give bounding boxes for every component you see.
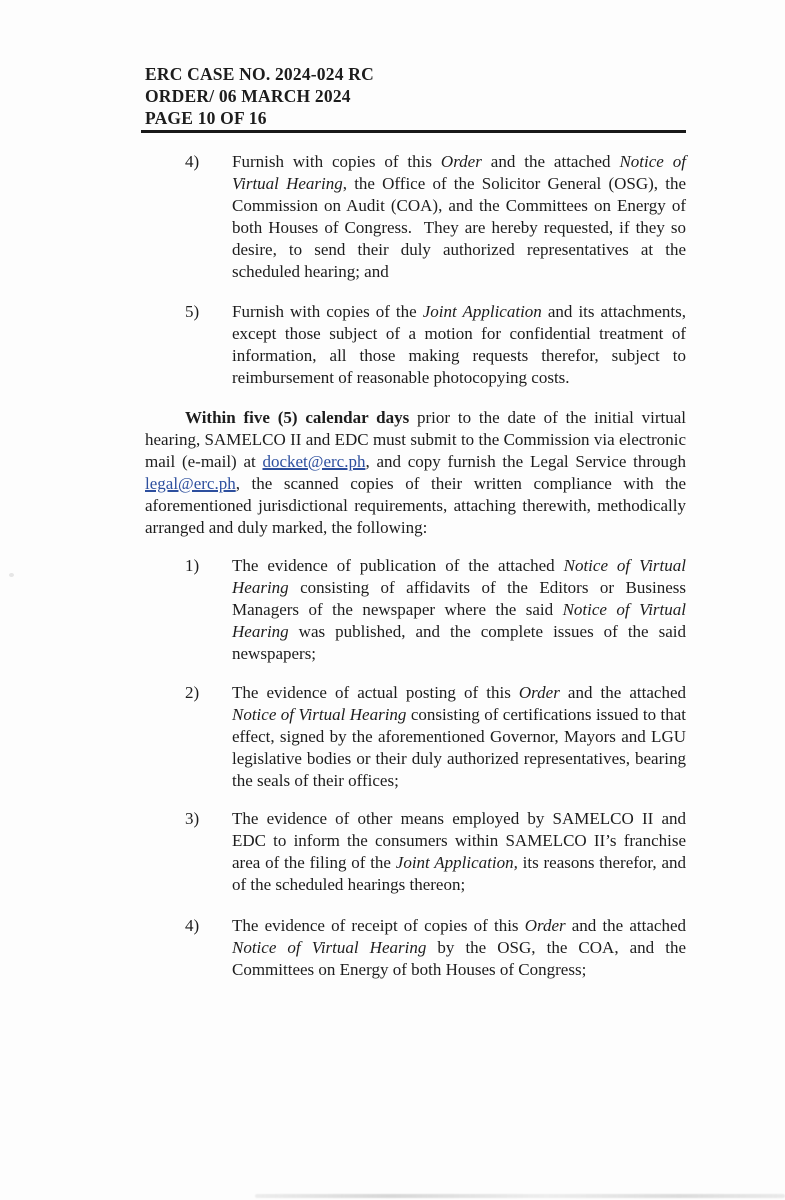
page-header: [141, 63, 686, 133]
italic-term: Order: [524, 916, 566, 935]
text-run: The evidence of other means employed by SAMELCO II and EDC to inform the consumers within SAMELCO II’s franchise area of the filing of the: [232, 809, 686, 872]
italic-term: Joint Application: [422, 302, 542, 321]
docket-email-link[interactable]: docket@erc.ph: [262, 452, 366, 471]
list-item-4b: [145, 915, 686, 981]
text-run: , and copy furnish the Legal Service through: [365, 452, 686, 471]
list-item-number: 3): [185, 809, 200, 828]
italic-term: Order: [440, 152, 482, 171]
list-item-3: [145, 808, 686, 896]
text-run: by the OSG, the COA, and the Committees on Energy of both Houses of Congress;: [232, 938, 686, 979]
text-run: was published, and the complete issues of the said newspapers;: [232, 622, 686, 663]
bold-phrase: Within five (5) calendar days: [185, 408, 410, 427]
text-run: , the scanned copies of their written compliance with the aforementioned jurisdictional requirements, attaching therewith, methodically arranged and duly marked, the following:: [145, 474, 686, 537]
list-item-text: [232, 301, 686, 389]
list-item-text: [232, 682, 686, 792]
italic-term: Order: [518, 683, 560, 702]
text-run: The evidence of receipt of copies of this: [232, 916, 525, 935]
list-item-text: [232, 151, 686, 283]
text-run: and the attached: [559, 683, 686, 702]
list-item-number: 4): [185, 152, 200, 171]
italic-term: Notice of Virtual Hearing: [232, 152, 686, 193]
text-run: The evidence of publication of the attached: [232, 556, 564, 575]
list-item-5: [145, 301, 686, 389]
text-run: , the Office of the Solicitor General (OSG), the Commission on Audit (COA), and the Committees on Energy of both Houses of Congress. They are hereby requested, if they so desire, to send their duly authorized representatives at the scheduled hearing; and: [232, 174, 686, 281]
list-item-text: [232, 808, 686, 896]
page-number-line: PAGE 10 OF 16: [145, 108, 267, 128]
list-item-1: [145, 555, 686, 665]
list-item-text: [232, 555, 686, 665]
italic-term: Joint Application,: [395, 853, 518, 872]
case-number-line: ERC CASE NO. 2024-024 RC: [145, 64, 374, 84]
text-run: and the attached: [565, 916, 686, 935]
list-item-number: 4): [185, 916, 200, 935]
italic-term: Notice of Virtual Hearing: [232, 938, 427, 957]
list-item-2: [145, 682, 686, 792]
text-run: Furnish with copies of this: [232, 152, 441, 171]
scan-artifact-bottom: [255, 1194, 785, 1198]
text-run: consisting of certifications issued to that effect, signed by the aforementioned Governor, Mayors and LGU legislative bodies or their duly authorized representatives, bearing the seals of their offices;: [232, 705, 687, 790]
order-date-line: ORDER/ 06 MARCH 2024: [145, 86, 351, 106]
italic-term: Notice of Virtual Hearing: [232, 705, 407, 724]
page-content: [145, 63, 686, 981]
text-run: Furnish with copies of the: [232, 302, 423, 321]
italic-term: Notice of Virtual Hearing: [232, 556, 686, 597]
text-run: and the attached: [481, 152, 620, 171]
list-item-4: [145, 151, 686, 283]
text-run: prior to the date of the initial virtual hearing, SAMELCO II and EDC must submit to the Commission via electronic mail (e-mail) at: [145, 408, 686, 471]
italic-term: Notice of Virtual Hearing: [232, 600, 686, 641]
text-run: its reasons therefor, and of the scheduled hearings thereon;: [232, 853, 686, 894]
list-item-text: [232, 915, 686, 981]
text-run: and its attachments, except those subject of a motion for confidential treatment of information, all those making requests therefor, subject to reimbursement of reasonable photocopying costs.: [232, 302, 686, 387]
list-item-number: 2): [185, 683, 200, 702]
compliance-paragraph: [145, 407, 686, 539]
list-item-number: 5): [185, 302, 200, 321]
text-run: consisting of affidavits of the Editors or Business Managers of the newspaper where the said: [232, 578, 686, 619]
evidence-list: [145, 555, 686, 981]
legal-email-link[interactable]: legal@erc.ph: [145, 474, 236, 493]
list-item-number: 1): [185, 556, 200, 575]
scan-speck: [9, 573, 14, 577]
text-run: The evidence of actual posting of this: [232, 683, 519, 702]
